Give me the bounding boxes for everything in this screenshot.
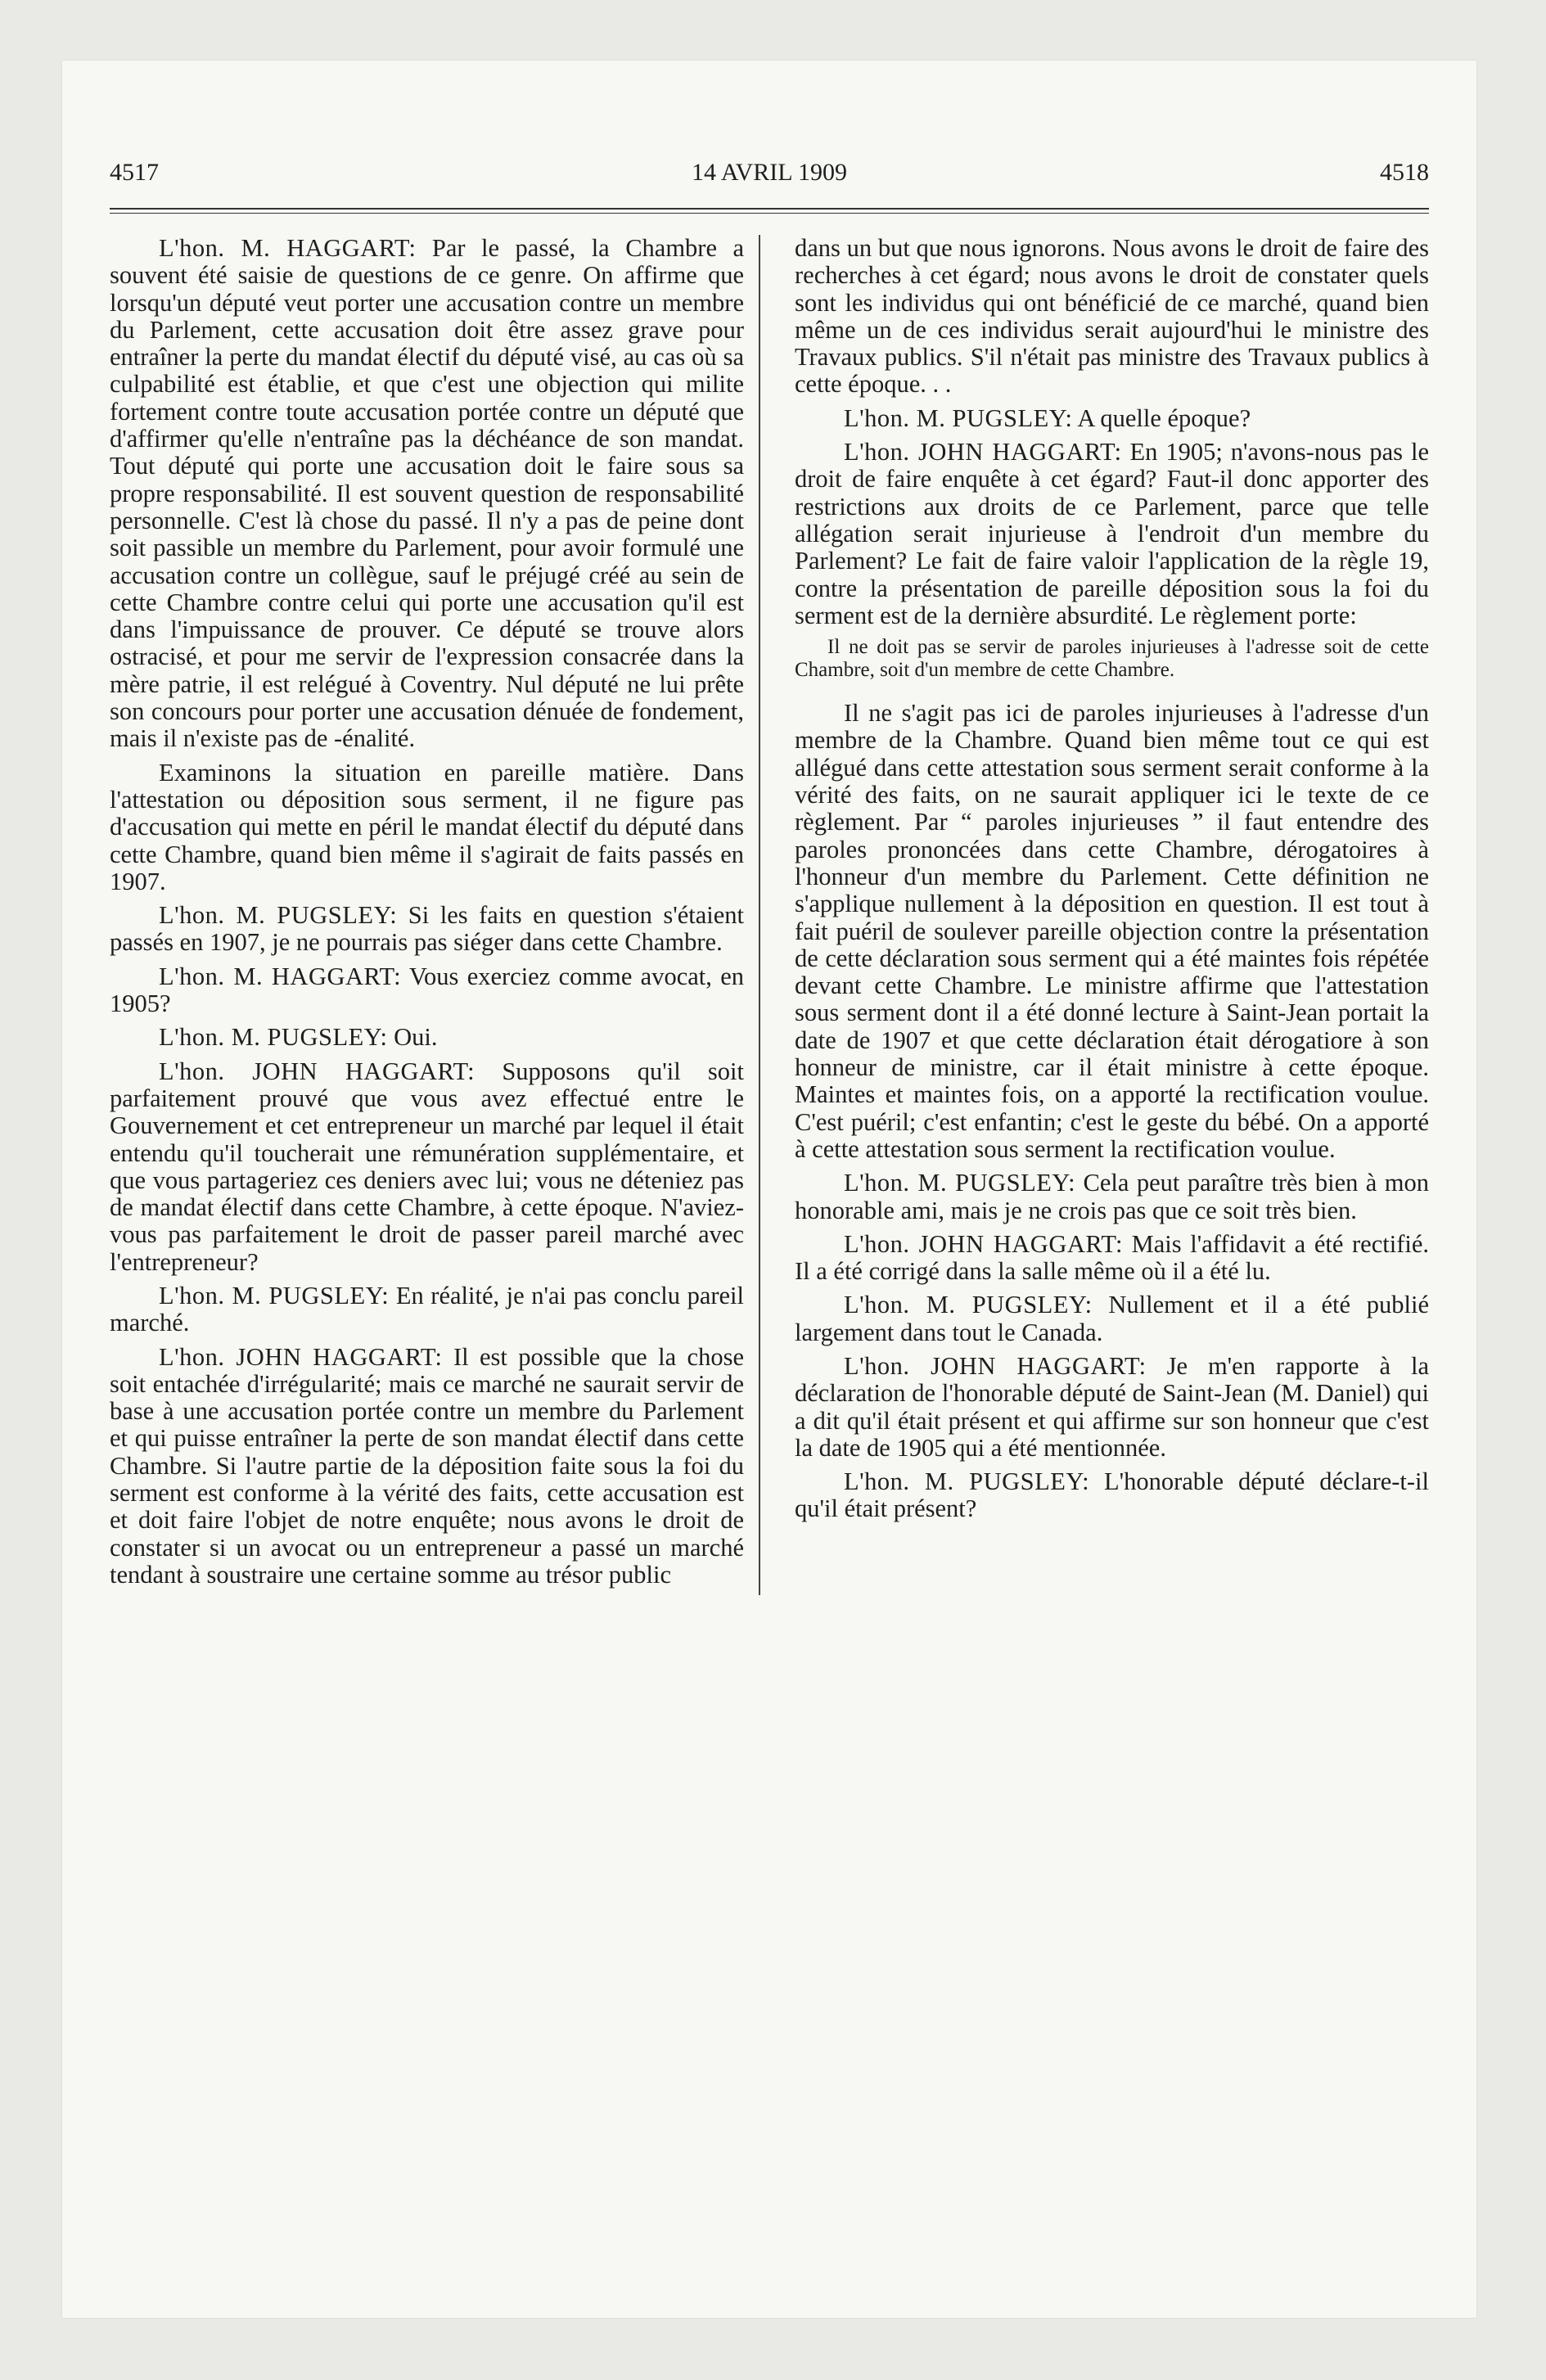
speaker-name: L'hon. M. PUGSLEY: xyxy=(159,901,398,930)
page-number-right: 4518 xyxy=(1380,159,1429,186)
speaker-name: L'hon. JOHN HAGGART: xyxy=(844,438,1122,467)
paragraph xyxy=(795,405,1429,432)
paragraph-text: Nullement et il a été publié largement dans tout le Canada. xyxy=(795,1291,1430,1346)
paragraph-text: Supposons qu'il soit parfaitement prouvé que vous avez effectué entre le Gouvernement et cet entrepreneur un marché par lequel il était entendu qu'il toucherait une rémunération supplémentaire, et que vous partageriez ces deniers avec lui; vous ne déteniez pas de mandat électif dans cette Chambre, à cette époque. N'aviez-vous pas parfaitement le droit de passer pareil marché avec l'entrepreneur? xyxy=(110,1057,744,1276)
paragraph-text: dans un but que nous ignorons. Nous avons le droit de faire des recherches à cet égard; nous avons le droit de constater quels sont les individus qui ont bénéficié de ce marché, quand bien même un de ces individus serait aujourd'hui le ministre des Travaux publics. S'il n'était pas ministre des Travaux publics à cette époque. . . xyxy=(795,234,1429,399)
speaker-name: L'hon. JOHN HAGGART: xyxy=(844,1351,1147,1380)
two-column-body xyxy=(110,235,1429,1595)
paragraph-text: Je m'en rapporte à la déclaration de l'honorable député de Saint-Jean (M. Daniel) qui a dit qu'il était présent et qui affirme sur son honneur que c'est la date de 1905 qui a été mentionnée. xyxy=(795,1351,1430,1462)
right-column xyxy=(795,235,1429,1595)
speaker-name: L'hon. JOHN HAGGART: xyxy=(159,1342,443,1371)
speaker-name: L'hon. M. PUGSLEY: xyxy=(159,1023,388,1052)
paragraph xyxy=(110,1024,744,1051)
paragraph-text: Il ne doit pas se servir de paroles injurieuses à l'adresse soit de cette Chambre, soit d'un membre de cette Chambre. xyxy=(795,636,1429,682)
paragraph-text: Cela peut paraître très bien à mon honorable ami, mais je ne crois pas que ce soit très bien. xyxy=(795,1169,1430,1224)
paragraph-text: Oui. xyxy=(394,1023,438,1052)
header-rule-thin xyxy=(110,213,1429,214)
paragraph-text: Par le passé, la Chambre a souvent été saisie de questions de ce genre. On affirme que lorsqu'un député veut porter une accusation contre un membre du Parlement, cette accusation doit être assez grave pour entraîner la perte du mandat électif du député visé, au cas où sa culpabilité est établie, et que c'est une objection qui milite fortement contre toute accusation portée contre un député que d'affirmer qu'elle n'entraîne pas la déchéance de son mandat. Tout député qui porte une accusation doit le faire sous sa propre responsabilité. Il est souvent question de responsabilité personnelle. C'est là chose du passé. Il n'y a pas de peine dont soit passible un membre du Parlement, pour avoir formulé une accusation contre un collègue, sauf le préjugé créé au sein de cette Chambre contre celui qui porte une accusation qu'il est dans l'impuissance de prouver. Ce député se trouve alors ostracisé, et pour me servir de l'expression consacrée dans la mère patrie, il est relégué à Coventry. Nul député ne lui prête son concours pour porter une accusation dénuée de fondement, mais il n'existe pas de -énalité. xyxy=(110,234,744,753)
paragraph xyxy=(795,1353,1429,1462)
paragraph xyxy=(795,700,1429,1163)
rule-quotation xyxy=(795,636,1429,682)
paragraph xyxy=(110,902,744,957)
speaker-name: L'hon. M. HAGGART: xyxy=(159,962,402,990)
speaker-name: L'hon. M. PUGSLEY: xyxy=(844,1467,1090,1496)
paragraph-text: Mais l'affidavit a été rectifié. Il a été corrigé dans la salle même où il a été lu. xyxy=(795,1229,1429,1286)
paragraph xyxy=(795,1291,1429,1346)
paragraph xyxy=(110,1344,744,1589)
header-rule xyxy=(110,208,1429,210)
paragraph xyxy=(795,1231,1429,1286)
left-column xyxy=(110,235,760,1595)
paragraph xyxy=(110,235,744,753)
paragraph-text: En 1905; n'avons-nous pas le droit de faire enquête à cet égard? Faut-il donc apporter des restrictions aux droits de ce Parlement, parce que telle allégation serait injurieuse à l'endroit d'un membre du Parlement? Le fait de faire valoir l'application de la règle 19, contre la présentation de pareille déposition sous la foi du serment est de la dernière absurdité. Le règlement porte: xyxy=(795,438,1430,629)
running-header xyxy=(110,151,1429,208)
speaker-name: L'hon. M. PUGSLEY: xyxy=(844,1291,1093,1319)
speaker-name: L'hon. M. HAGGART: xyxy=(159,234,417,262)
paragraph-text: Il est possible que la chose soit entachée d'irrégularité; mais ce marché ne saurait servir de base à une accusation portée contre un membre du Parlement et qui puisse entraîner la perte de son mandat électif dans cette Chambre. Si l'autre partie de la déposition faite sous la foi du serment est conforme à la vérité des faits, cette accusation est et doit faire l'objet de notre enquête; nous avons le droit de constater si un avocat ou un entrepreneur a passé un marché tendant à soustraire une certaine somme au trésor public xyxy=(110,1342,744,1589)
paragraph xyxy=(795,1170,1429,1224)
paragraph-text: L'honorable député déclare-t-il qu'il était présent? xyxy=(795,1467,1429,1523)
paragraph xyxy=(795,439,1429,629)
page-number-left: 4517 xyxy=(110,159,159,186)
speaker-name: L'hon. JOHN HAGGART: xyxy=(844,1229,1123,1258)
paragraph-text: Il ne s'agit pas ici de paroles injurieuses à l'adresse d'un membre de la Chambre. Quand bien même tout ce qui est allégué dans cette attestation sous serment serait conforme à la vérité des faits, on ne saurait appliquer ici le texte de ce règlement. Par “ paroles injurieuses ” il faut entendre des paroles prononcées dans cette Chambre, dérogatoires à l'honneur d'un membre du Parlement. Cette définition ne s'applique nullement à la déposition en question. Il est tout à fait puéril de soulever pareille objection contre la présentation de cette déclaration sous serment qui a été maintes fois répétée devant cette Chambre. Le ministre affirme que l'attestation sous serment dont il a été donné lecture à Saint-Jean portait la date de 1907 et que cette déclaration était dérogatiore à son honneur de ministre, car il était ministre à cette époque. Maintes et maintes fois, on a apporté la rectification voulue. C'est puéril; c'est enfantin; c'est le geste du bébé. On a apporté à cette attestation sous serment la rectification voulue. xyxy=(795,699,1429,1163)
paragraph xyxy=(110,1058,744,1276)
speaker-name: L'hon. M. PUGSLEY: xyxy=(844,1169,1076,1197)
header-date: 14 AVRIL 1909 xyxy=(691,159,848,186)
speaker-name: L'hon. M. PUGSLEY: xyxy=(844,403,1073,432)
paragraph xyxy=(795,1468,1429,1523)
paragraph xyxy=(110,963,744,1018)
paragraph-text: Vous exerciez comme avocat, en 1905? xyxy=(110,962,744,1018)
speaker-name: L'hon. JOHN HAGGART: xyxy=(159,1057,476,1085)
scanned-page xyxy=(62,61,1476,2318)
paragraph-text: Examinons la situation en pareille matière. Dans l'attestation ou déposition sous serment, il ne figure pas d'accusation qui mette en péril le mandat électif du député dans cette Chambre, quand bien même il s'agirait de faits passés en 1907. xyxy=(110,758,744,895)
page-content xyxy=(110,151,1429,1595)
paragraph-text: En réalité, je n'ai pas conclu pareil marché. xyxy=(110,1281,745,1337)
paragraph xyxy=(795,235,1429,399)
paragraph xyxy=(110,1282,744,1337)
paragraph-text: A quelle époque? xyxy=(1077,403,1251,432)
paragraph-text: Si les faits en question s'étaient passés en 1907, je ne pourrais pas siéger dans cette Chambre. xyxy=(110,901,745,957)
paragraph xyxy=(110,760,744,895)
speaker-name: L'hon. M. PUGSLEY: xyxy=(159,1281,390,1309)
